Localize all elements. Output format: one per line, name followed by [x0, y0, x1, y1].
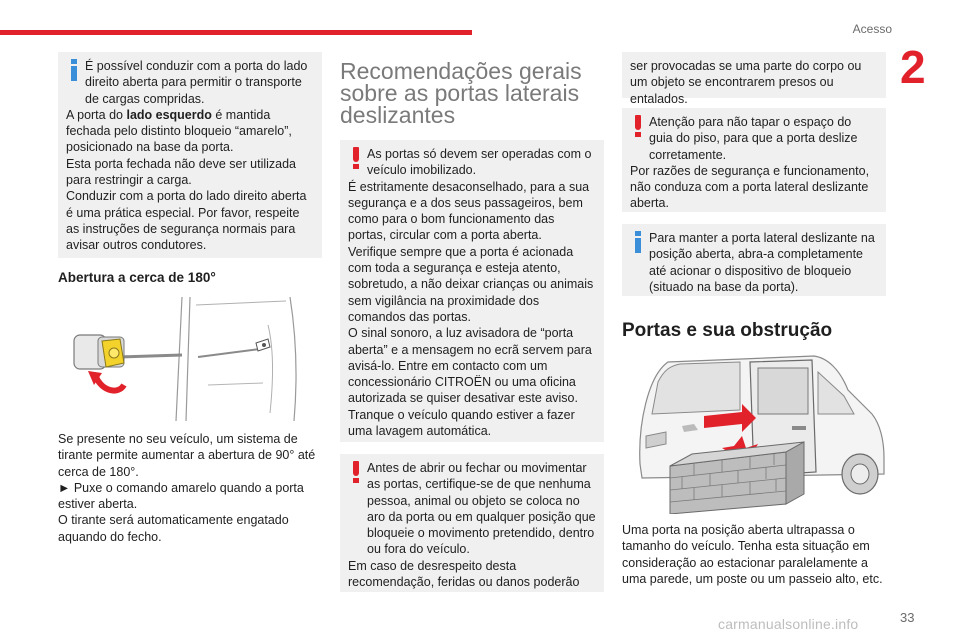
- column-left: [58, 52, 322, 545]
- warning-text-4: O sinal sonoro, a luz avisadora de “porta aberta” e a mensagem no ecrã servem para avisá-lo. Entre em contacto com um concessionário CITROËN ou uma oficina autorizada se quiser desativar este aviso.: [348, 326, 592, 406]
- section-title: Acesso: [852, 22, 892, 36]
- column-right: [622, 52, 886, 587]
- body-text-1: Se presente no seu veículo, um sistema de tirante permite aumentar a abertura de 90° até cerca de 180°.: [58, 432, 316, 479]
- section-heading-obstruction: Portas e sua obstrução: [622, 320, 833, 341]
- warning-icon: [632, 115, 644, 137]
- info-text-3: Esta porta fechada não deve ser utilizada para restringir a carga.: [66, 156, 297, 188]
- info-box-2: [622, 224, 886, 296]
- warning-box-1: [340, 140, 604, 442]
- warning-text-7: Em caso de desrespeito desta recomendação, feridas ou danos poderão: [348, 558, 580, 590]
- warning-text-1: As portas só devem ser operadas com o veículo imobilizado.: [367, 147, 592, 178]
- warning-icon: [350, 147, 362, 169]
- door-strap-illustration: [58, 295, 322, 423]
- info-text-2: A porta do lado esquerdo é mantida fechada pelo distinto bloqueio “amarelo”, posicionado na base da porta.: [66, 107, 292, 155]
- section-heading-180: Abertura a cerca de 180°: [58, 270, 216, 285]
- info-box: [58, 52, 322, 258]
- body-text-3: O tirante será automaticamente engatado aquando do fecho.: [58, 513, 289, 544]
- warning-box-3: [622, 108, 886, 212]
- column-middle: [340, 60, 604, 592]
- warning-icon: [350, 461, 362, 483]
- watermark: carmanualsonline.info: [718, 616, 859, 632]
- door-obstruction-illustration: [622, 354, 886, 514]
- body-text-2: ► Puxe o comando amarelo quando a porta estiver aberta.: [58, 480, 304, 512]
- warning-text-8: Atenção para não tapar o espaço do guia do piso, para que a porta deslize corretamente.: [649, 115, 858, 162]
- warning-text-5: Tranque o veículo quando estiver a fazer uma lavagem automática.: [348, 407, 575, 439]
- page-title: Recomendações gerais sobre as portas laterais deslizantes: [340, 58, 582, 128]
- warning-box-2: [340, 454, 604, 592]
- info-text-1: É possível conduzir com a porta do lado direito aberta para permitir o transporte de cargas compridas.: [85, 59, 308, 106]
- warning-text-2: É estritamente desaconselhado, para a sua segurança e a dos seus passageiros, bem como para o bom funcionamento das portas, circular com a porta aberta.: [348, 179, 590, 243]
- info-icon: [68, 59, 80, 81]
- warning-text-6: Antes de abrir ou fechar ou movimentar as portas, certifique-se de que nenhuma pessoa, animal ou objeto se coloca no aro da porta ou em qualquer posição que bloqueie o movimento pretendido, dentro ou fora do veículo.: [367, 461, 596, 557]
- continued-box: [622, 52, 886, 106]
- continued-text: ser provocadas se uma parte do corpo ou um objeto se encontrarem presos ou entalados.: [630, 59, 862, 106]
- warning-text-3: Verifique sempre que a porta é acionada com toda a segurança e esteja atento, sobretudo, a não deixar crianças ou animais sem vigilância na proximidade dos comandos das portas.: [348, 244, 594, 324]
- info-icon: [632, 231, 644, 253]
- page-number: 33: [900, 610, 915, 625]
- info-text-5: Para manter a porta lateral deslizante na posição aberta, abra-a completamente até acionar o dispositivo de bloqueio (situado na base da porta).: [649, 231, 875, 294]
- chapter-number: 2: [900, 41, 926, 93]
- top-accent-bar: [0, 30, 472, 35]
- body-text-4: Uma porta na posição aberta ultrapassa o tamanho do veículo. Tenha esta situação em consideração ao estacionar paralelamente a uma parede, um poste ou um passeio alto, etc.: [622, 523, 883, 586]
- warning-text-9: Por razões de segurança e funcionamento, não conduza com a porta lateral deslizante aberta.: [630, 163, 870, 211]
- info-text-4: Conduzir com a porta do lado direito aberta é uma prática especial. Por favor, respeite as instruções de segurança normais para avisar outros condutores.: [66, 189, 307, 253]
